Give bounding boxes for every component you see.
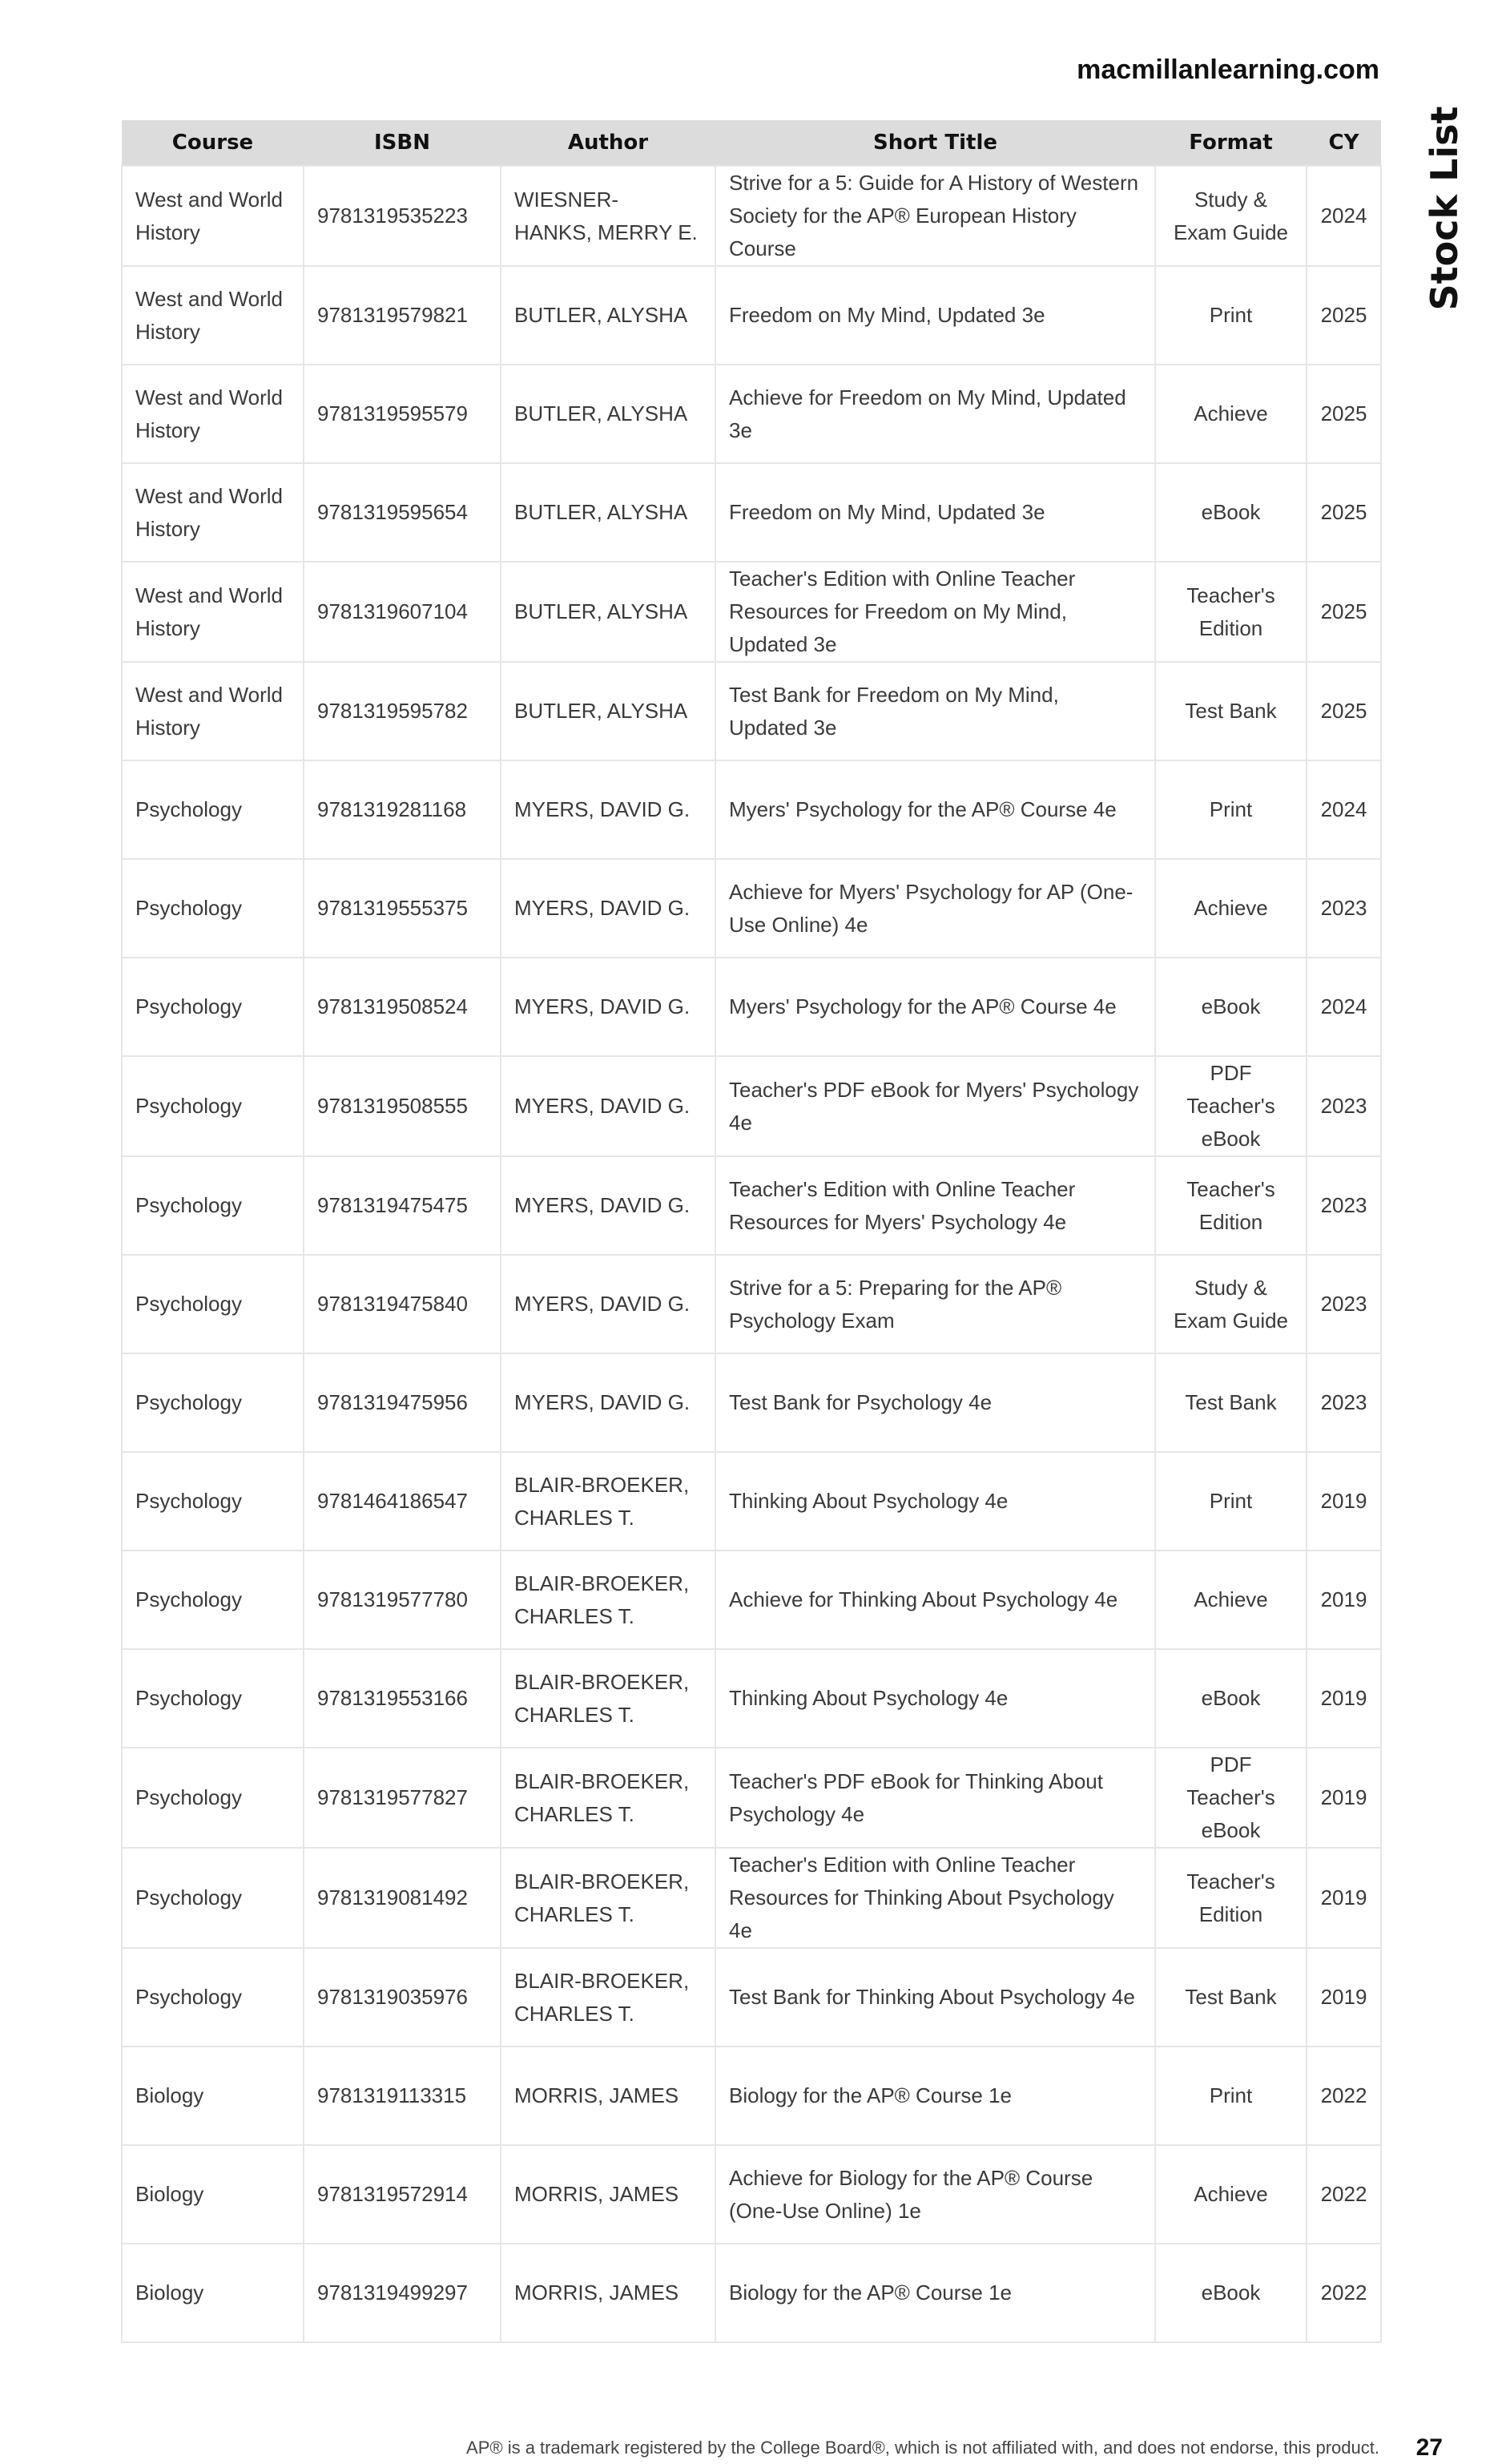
table-row xyxy=(122,365,1381,463)
cell-cy: 2025 xyxy=(1307,463,1381,562)
cell-short-title: Achieve for Thinking About Psychology 4e xyxy=(715,1551,1155,1649)
table-row xyxy=(122,1748,1381,1848)
cell-short-title: Biology for the AP® Course 1e xyxy=(715,2047,1155,2145)
cell-isbn: 9781319579821 xyxy=(304,266,501,365)
column-header-cy: CY xyxy=(1307,120,1381,166)
cell-author: MYERS, DAVID G. xyxy=(501,1255,715,1353)
cell-author: MORRIS, JAMES xyxy=(501,2047,715,2145)
cell-author: BLAIR-BROEKER, CHARLES T. xyxy=(501,1748,715,1848)
cell-cy: 2019 xyxy=(1307,1551,1381,1649)
cell-short-title: Freedom on My Mind, Updated 3e xyxy=(715,266,1155,365)
cell-course: West and World History xyxy=(122,266,304,365)
table-row xyxy=(122,166,1381,266)
table-header-row xyxy=(122,120,1381,166)
cell-course: Psychology xyxy=(122,1353,304,1452)
cell-format: PDF Teacher's eBook xyxy=(1155,1748,1307,1848)
cell-course: Biology xyxy=(122,2145,304,2244)
cell-isbn: 9781319553166 xyxy=(304,1649,501,1748)
cell-author: MYERS, DAVID G. xyxy=(501,760,715,859)
cell-isbn: 9781319281168 xyxy=(304,760,501,859)
cell-format: Achieve xyxy=(1155,2145,1307,2244)
cell-cy: 2025 xyxy=(1307,365,1381,463)
cell-author: BUTLER, ALYSHA xyxy=(501,662,715,760)
cell-isbn: 9781319508524 xyxy=(304,958,501,1056)
cell-short-title: Myers' Psychology for the AP® Course 4e xyxy=(715,760,1155,859)
table-row xyxy=(122,1353,1381,1452)
table-row xyxy=(122,859,1381,958)
table-row xyxy=(122,1848,1381,1948)
cell-cy: 2025 xyxy=(1307,562,1381,662)
cell-course: Psychology xyxy=(122,1848,304,1948)
cell-isbn: 9781319113315 xyxy=(304,2047,501,2145)
cell-course: Psychology xyxy=(122,760,304,859)
cell-isbn: 9781319475840 xyxy=(304,1255,501,1353)
cell-isbn: 9781464186547 xyxy=(304,1452,501,1551)
column-header-author: Author xyxy=(501,120,715,166)
table-row xyxy=(122,1948,1381,2047)
cell-author: MYERS, DAVID G. xyxy=(501,859,715,958)
cell-cy: 2024 xyxy=(1307,166,1381,266)
cell-format: Test Bank xyxy=(1155,1948,1307,2047)
cell-course: Psychology xyxy=(122,1948,304,2047)
cell-course: Psychology xyxy=(122,1748,304,1848)
cell-short-title: Teacher's Edition with Online Teacher Resources for Freedom on My Mind, Updated 3e xyxy=(715,562,1155,662)
cell-cy: 2024 xyxy=(1307,760,1381,859)
table-row xyxy=(122,1255,1381,1353)
cell-short-title: Test Bank for Psychology 4e xyxy=(715,1353,1155,1452)
cell-short-title: Strive for a 5: Preparing for the AP® Psychology Exam xyxy=(715,1255,1155,1353)
cell-course: Psychology xyxy=(122,1551,304,1649)
cell-cy: 2024 xyxy=(1307,958,1381,1056)
cell-isbn: 9781319607104 xyxy=(304,562,501,662)
cell-cy: 2023 xyxy=(1307,1156,1381,1255)
cell-cy: 2023 xyxy=(1307,1056,1381,1156)
cell-short-title: Teacher's PDF eBook for Myers' Psychology 4e xyxy=(715,1056,1155,1156)
cell-isbn: 9781319508555 xyxy=(304,1056,501,1156)
cell-format: Print xyxy=(1155,1452,1307,1551)
cell-author: WIESNER- HANKS, MERRY E. xyxy=(501,166,715,266)
cell-format: PDF Teacher's eBook xyxy=(1155,1056,1307,1156)
cell-short-title: Achieve for Myers' Psychology for AP (One-Use Online) 4e xyxy=(715,859,1155,958)
cell-format: Print xyxy=(1155,266,1307,365)
cell-format: Test Bank xyxy=(1155,662,1307,760)
cell-format: Achieve xyxy=(1155,859,1307,958)
table-row xyxy=(122,760,1381,859)
cell-cy: 2023 xyxy=(1307,859,1381,958)
cell-isbn: 9781319572914 xyxy=(304,2145,501,2244)
cell-author: MYERS, DAVID G. xyxy=(501,958,715,1056)
stock-table-body xyxy=(122,166,1381,2342)
column-header-course: Course xyxy=(122,120,304,166)
site-url: macmillanlearning.com xyxy=(1077,54,1379,85)
cell-isbn: 9781319577827 xyxy=(304,1748,501,1848)
cell-author: MYERS, DAVID G. xyxy=(501,1156,715,1255)
cell-author: BUTLER, ALYSHA xyxy=(501,266,715,365)
stock-list-label-text: Stock List xyxy=(1423,106,1466,311)
cell-format: Test Bank xyxy=(1155,1353,1307,1452)
cell-cy: 2019 xyxy=(1307,1452,1381,1551)
cell-format: Study & Exam Guide xyxy=(1155,166,1307,266)
table-row xyxy=(122,1551,1381,1649)
table-row xyxy=(122,958,1381,1056)
cell-author: BUTLER, ALYSHA xyxy=(501,463,715,562)
cell-short-title: Test Bank for Thinking About Psychology 4e xyxy=(715,1948,1155,2047)
cell-cy: 2022 xyxy=(1307,2145,1381,2244)
cell-cy: 2019 xyxy=(1307,1848,1381,1948)
cell-format: Print xyxy=(1155,760,1307,859)
cell-format: eBook xyxy=(1155,1649,1307,1748)
table-row xyxy=(122,1649,1381,1748)
table-row xyxy=(122,1452,1381,1551)
cell-cy: 2023 xyxy=(1307,1353,1381,1452)
cell-course: West and World History xyxy=(122,662,304,760)
cell-cy: 2022 xyxy=(1307,2047,1381,2145)
cell-author: MORRIS, JAMES xyxy=(501,2244,715,2342)
cell-isbn: 9781319595579 xyxy=(304,365,501,463)
cell-course: West and World History xyxy=(122,365,304,463)
cell-author: BLAIR-BROEKER, CHARLES T. xyxy=(501,1452,715,1551)
cell-short-title: Teacher's PDF eBook for Thinking About Psychology 4e xyxy=(715,1748,1155,1848)
cell-format: Achieve xyxy=(1155,1551,1307,1649)
cell-course: Psychology xyxy=(122,1056,304,1156)
cell-course: Psychology xyxy=(122,958,304,1056)
stock-table xyxy=(121,120,1382,2343)
column-header-format: Format xyxy=(1155,120,1307,166)
cell-format: Print xyxy=(1155,2047,1307,2145)
cell-format: Teacher's Edition xyxy=(1155,1156,1307,1255)
table-row xyxy=(122,1056,1381,1156)
cell-format: eBook xyxy=(1155,463,1307,562)
cell-short-title: Achieve for Freedom on My Mind, Updated 3e xyxy=(715,365,1155,463)
cell-author: BLAIR-BROEKER, CHARLES T. xyxy=(501,1848,715,1948)
cell-cy: 2025 xyxy=(1307,266,1381,365)
page-number: 27 xyxy=(1415,2434,1443,2461)
cell-course: Psychology xyxy=(122,1255,304,1353)
cell-course: Biology xyxy=(122,2047,304,2145)
cell-isbn: 9781319499297 xyxy=(304,2244,501,2342)
cell-isbn: 9781319595654 xyxy=(304,463,501,562)
cell-course: Psychology xyxy=(122,859,304,958)
column-header-isbn: ISBN xyxy=(304,120,501,166)
cell-cy: 2019 xyxy=(1307,1649,1381,1748)
table-row xyxy=(122,2244,1381,2342)
cell-short-title: Myers' Psychology for the AP® Course 4e xyxy=(715,958,1155,1056)
table-row xyxy=(122,2047,1381,2145)
cell-format: Teacher's Edition xyxy=(1155,1848,1307,1948)
stock-list-label xyxy=(1410,106,1479,311)
cell-short-title: Thinking About Psychology 4e xyxy=(715,1649,1155,1748)
cell-course: Biology xyxy=(122,2244,304,2342)
trademark-note: AP® is a trademark registered by the College Board®, which is not affiliated with, and does not endorse, this product. xyxy=(466,2438,1379,2458)
table-row xyxy=(122,662,1381,760)
cell-course: West and World History xyxy=(122,166,304,266)
cell-cy: 2019 xyxy=(1307,1748,1381,1848)
cell-format: eBook xyxy=(1155,958,1307,1056)
cell-short-title: Teacher's Edition with Online Teacher Resources for Thinking About Psychology 4e xyxy=(715,1848,1155,1948)
cell-cy: 2022 xyxy=(1307,2244,1381,2342)
cell-course: Psychology xyxy=(122,1156,304,1255)
cell-author: BLAIR-BROEKER, CHARLES T. xyxy=(501,1551,715,1649)
cell-isbn: 9781319555375 xyxy=(304,859,501,958)
cell-format: Study & Exam Guide xyxy=(1155,1255,1307,1353)
cell-isbn: 9781319577780 xyxy=(304,1551,501,1649)
cell-format: eBook xyxy=(1155,2244,1307,2342)
cell-format: Teacher's Edition xyxy=(1155,562,1307,662)
table-row xyxy=(122,266,1381,365)
cell-cy: 2023 xyxy=(1307,1255,1381,1353)
cell-author: BUTLER, ALYSHA xyxy=(501,365,715,463)
cell-short-title: Test Bank for Freedom on My Mind, Updated 3e xyxy=(715,662,1155,760)
column-header-short-title: Short Title xyxy=(715,120,1155,166)
cell-course: West and World History xyxy=(122,463,304,562)
cell-isbn: 9781319475475 xyxy=(304,1156,501,1255)
cell-course: Psychology xyxy=(122,1452,304,1551)
cell-author: MYERS, DAVID G. xyxy=(501,1353,715,1452)
cell-short-title: Thinking About Psychology 4e xyxy=(715,1452,1155,1551)
cell-isbn: 9781319535223 xyxy=(304,166,501,266)
cell-cy: 2019 xyxy=(1307,1948,1381,2047)
table-row xyxy=(122,562,1381,662)
cell-short-title: Achieve for Biology for the AP® Course (One-Use Online) 1e xyxy=(715,2145,1155,2244)
table-row xyxy=(122,2145,1381,2244)
cell-author: BLAIR-BROEKER, CHARLES T. xyxy=(501,1649,715,1748)
cell-author: BLAIR-BROEKER, CHARLES T. xyxy=(501,1948,715,2047)
cell-isbn: 9781319595782 xyxy=(304,662,501,760)
cell-cy: 2025 xyxy=(1307,662,1381,760)
cell-short-title: Teacher's Edition with Online Teacher Resources for Myers' Psychology 4e xyxy=(715,1156,1155,1255)
cell-isbn: 9781319035976 xyxy=(304,1948,501,2047)
cell-author: BUTLER, ALYSHA xyxy=(501,562,715,662)
cell-short-title: Strive for a 5: Guide for A History of Western Society for the AP® European History Course xyxy=(715,166,1155,266)
cell-short-title: Biology for the AP® Course 1e xyxy=(715,2244,1155,2342)
cell-short-title: Freedom on My Mind, Updated 3e xyxy=(715,463,1155,562)
cell-author: MORRIS, JAMES xyxy=(501,2145,715,2244)
table-row xyxy=(122,1156,1381,1255)
table-row xyxy=(122,463,1381,562)
cell-author: MYERS, DAVID G. xyxy=(501,1056,715,1156)
cell-format: Achieve xyxy=(1155,365,1307,463)
cell-course: Psychology xyxy=(122,1649,304,1748)
cell-isbn: 9781319081492 xyxy=(304,1848,501,1948)
cell-isbn: 9781319475956 xyxy=(304,1353,501,1452)
cell-course: West and World History xyxy=(122,562,304,662)
